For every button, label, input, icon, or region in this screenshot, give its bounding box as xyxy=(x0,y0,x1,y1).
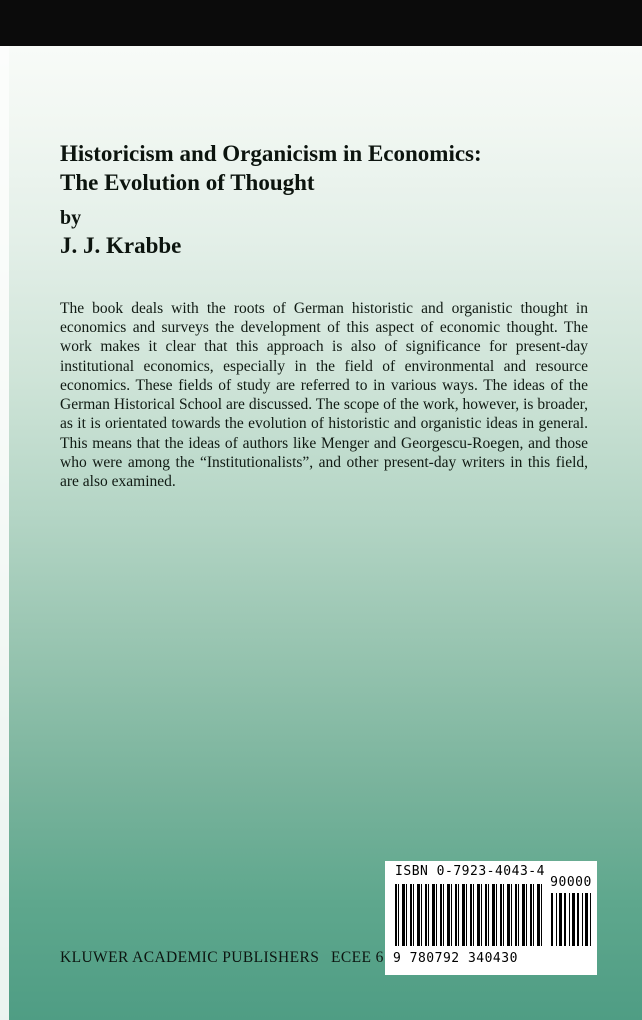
series-code: ECEE 6 xyxy=(331,949,384,966)
publisher-name: KLUWER ACADEMIC PUBLISHERS xyxy=(60,949,320,966)
addon-barcode-bars xyxy=(551,893,591,946)
book-description: The book deals with the roots of German historistic and organistic thought in economics and surveys the development of this aspect of economic thought. The work makes it clear that this approach is also of significance for present-day institutional economics, especially in the field of environmental and resource economics. These fields of study are referred to in various ways. The ideas of the German Historical School are discussed. The scope of the work, however, is broader, as it is orientated towards the evolution of historistic and organistic ideas in general. This means that the ideas of authors like Menger and Georgescu-Roegen, and those who were among the “Institutionalists”, and other present-day writers in this field, are also examined. xyxy=(60,300,588,490)
isbn-label: ISBN 0-7923-4043-4 xyxy=(395,864,545,879)
price-code-label: 90000 xyxy=(550,875,592,890)
left-page-edge xyxy=(0,46,9,1020)
ean-barcode-bars xyxy=(395,884,545,946)
ean-number: 9 780792 340430 xyxy=(393,951,518,966)
book-title-line1: Historicism and Organicism in Economics: xyxy=(60,141,482,166)
book-title-line2: The Evolution of Thought xyxy=(60,170,315,196)
author-name: J. J. Krabbe xyxy=(60,233,182,258)
top-black-bar xyxy=(0,0,642,46)
byline-prefix: by xyxy=(60,207,82,229)
footer-row xyxy=(0,949,642,973)
book-title xyxy=(60,139,590,198)
